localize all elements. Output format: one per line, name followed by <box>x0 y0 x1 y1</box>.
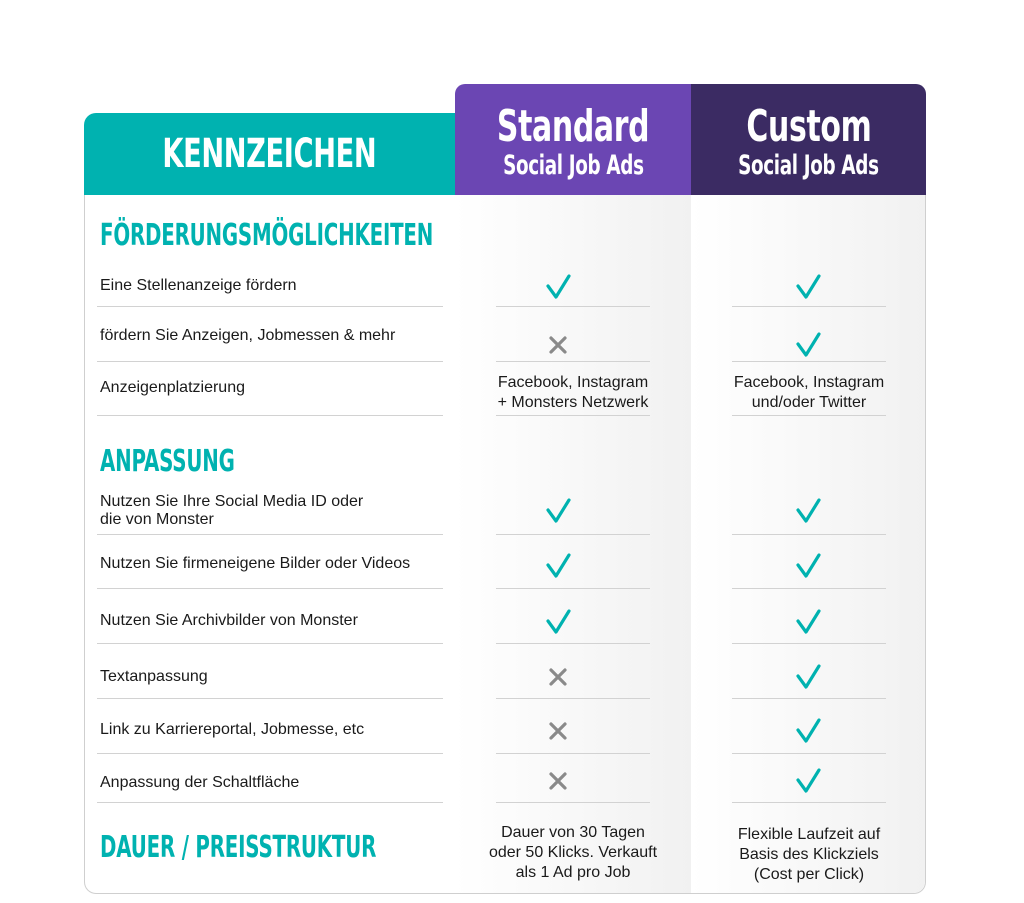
header-standard-subtitle: Social Job Ads <box>502 149 644 181</box>
checkmark-icon <box>793 716 823 746</box>
header-standard-title: Standard <box>496 100 650 152</box>
section-dauer: DAUER / PREISSTRUKTUR <box>100 830 377 865</box>
row-divider <box>496 415 650 416</box>
row-label: Nutzen Sie firmeneigene Bilder oder Videos <box>100 555 411 572</box>
row-label: Link zu Karriereportal, Jobmesse, etc <box>100 721 365 738</box>
custom-placement-text: Facebook, Instagram und/oder Twitter <box>733 374 885 411</box>
checkmark-icon <box>543 607 573 637</box>
row-label: Nutzen Sie Archivbilder von Monster <box>100 612 358 629</box>
checkmark-icon <box>793 766 823 796</box>
standard-column-background <box>455 194 691 893</box>
header-kennzeichen-label: KENNZEICHEN <box>162 131 377 177</box>
row-divider <box>496 643 650 644</box>
row-divider <box>732 306 886 307</box>
row-label: Nutzen Sie Ihre Social Media ID oder die von Monster <box>100 493 364 528</box>
standard-placement-text: Facebook, Instagram + Monsters Netzwerk <box>497 374 649 411</box>
checkmark-icon <box>793 330 823 360</box>
checkmark-icon <box>793 272 823 302</box>
row-divider <box>496 753 650 754</box>
row-divider <box>496 802 650 803</box>
row-divider <box>97 306 443 307</box>
checkmark-icon <box>543 272 573 302</box>
row-divider <box>97 643 443 644</box>
row-divider <box>97 753 443 754</box>
row-label: Anzeigenplatzierung <box>100 379 245 396</box>
row-divider <box>732 643 886 644</box>
row-divider <box>496 306 650 307</box>
header-custom-subtitle: Social Job Ads <box>738 149 879 181</box>
cross-icon <box>543 662 573 692</box>
row-divider <box>97 415 443 416</box>
row-divider <box>496 361 650 362</box>
row-divider <box>496 588 650 589</box>
cross-icon <box>543 766 573 796</box>
row-divider <box>732 753 886 754</box>
checkmark-icon <box>793 496 823 526</box>
row-divider <box>97 698 443 699</box>
row-divider <box>97 802 443 803</box>
row-divider <box>732 534 886 535</box>
row-divider <box>496 698 650 699</box>
header-kennzeichen <box>84 113 455 195</box>
row-divider <box>97 588 443 589</box>
row-label: Anpassung der Schaltfläche <box>100 774 300 791</box>
row-divider <box>732 415 886 416</box>
row-label: fördern Sie Anzeigen, Jobmessen & mehr <box>100 327 396 344</box>
standard-pricing-text: Dauer von 30 Tagen oder 50 Klicks. Verkauft als 1 Ad pro Job <box>488 824 658 881</box>
checkmark-icon <box>543 551 573 581</box>
row-divider <box>732 802 886 803</box>
section-foerderung: FÖRDERUNGSMÖGLICHKEITEN <box>100 218 434 253</box>
cross-icon <box>543 330 573 360</box>
row-divider <box>732 361 886 362</box>
row-label: Textanpassung <box>100 668 208 685</box>
checkmark-icon <box>793 551 823 581</box>
section-anpassung: ANPASSUNG <box>100 444 235 479</box>
row-divider <box>732 698 886 699</box>
row-divider <box>97 361 443 362</box>
checkmark-icon <box>793 607 823 637</box>
header-custom-title: Custom <box>745 100 872 152</box>
header-custom <box>691 84 926 195</box>
header-standard <box>455 84 691 195</box>
row-divider <box>732 588 886 589</box>
cross-icon <box>543 716 573 746</box>
row-label: Eine Stellenanzeige fördern <box>100 277 297 294</box>
checkmark-icon <box>793 662 823 692</box>
row-divider <box>97 534 443 535</box>
checkmark-icon <box>543 496 573 526</box>
row-divider <box>496 534 650 535</box>
custom-pricing-text: Flexible Laufzeit auf Basis des Klickziels (Cost per Click) <box>737 826 881 883</box>
